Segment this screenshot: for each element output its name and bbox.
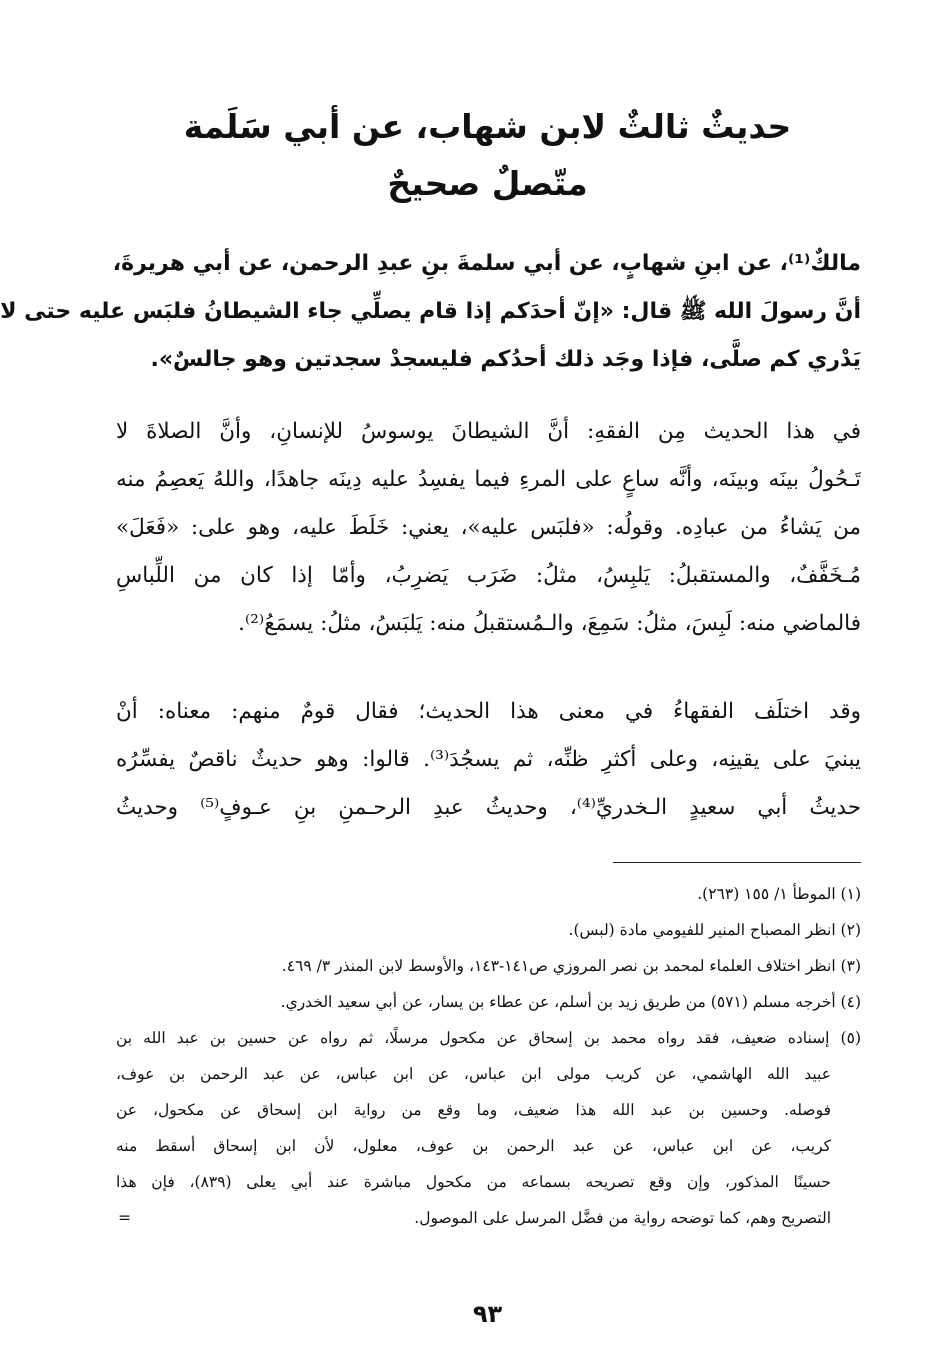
footnote-1: (١) الموطأ ١/ ١٥٥ (٢٦٣). bbox=[697, 885, 861, 903]
footnote-5-line: عبيد الله الهاشمي، عن كريب مولى ابن عباس، عن ابن عباس، عن عبد الرحمن بن عوف، bbox=[116, 1065, 831, 1083]
hadith-line: مالكٌ⁽¹⁾، عن ابنِ شهابٍ، عن أبي سلمةَ بنِ عبدِ الرحمن، عن أبي هريرةَ، bbox=[112, 251, 861, 276]
footnote-3: (٣) انظر اختلاف العلماء لمحمد بن نصر المروزي ص١٤١-١٤٣، والأوسط لابن المنذر ٣/ ٤٦٩. bbox=[281, 957, 861, 975]
hadith-text bbox=[0, 240, 861, 384]
hadith-line: أنَّ رسولَ الله ﷺ قال: «إنّ أحدَكم إذا قام يصلِّي جاء الشيطانُ فلبَس عليه حتى لا bbox=[0, 299, 861, 324]
footnote-separator bbox=[613, 862, 861, 863]
footnote-5-line: التصريح وهم، كما توضحه رواية من فضَّل المرسل على الموصول. bbox=[414, 1209, 831, 1227]
footnote-2: (٢) انظر المصباح المنير للفيومي مادة (لبس). bbox=[568, 921, 861, 939]
commentary-paragraph-2 bbox=[116, 688, 861, 832]
footnote-5-line: (٥) إسناده ضعيف، فقد رواه محمد بن إسحاق عن مكحول مرسلًا، ثم رواه عن حسين بن عبد الله بن bbox=[116, 1029, 861, 1047]
paragraph-line: حديثُ أبي سعيدٍ الـخدريِّ⁽⁴⁾، وحديثُ عبدِ الرحـمنِ بنِ عـوفٍ⁽⁵⁾ وحديثُ bbox=[116, 795, 861, 820]
paragraph-line: من يَشاءُ من عبادِه. وقولُه: «فلبَس عليه»، يعني: خَلَطَ عليه، وهو على: «فَعَلَ» bbox=[116, 515, 861, 540]
footnote-5-line: حسينًا المذكور، وإن وقع تصريحه بسماعه من مكحول مباشرة عند أبي يعلى (٨٣٩)، فإن هذا bbox=[116, 1173, 831, 1191]
page-number: ٩٣ bbox=[472, 1300, 503, 1328]
footnote-5-line: كريب، عن ابن عباس، عن عبد الرحمن بن عوف، معلول، لأن ابن إسحاق أسقط منه bbox=[116, 1137, 831, 1155]
footnote-5-line: فوصله. وحسين بن عبد الله هذا ضعيف، وما وقع من رواية ابن إسحاق عن مكحول، عن bbox=[116, 1101, 831, 1119]
commentary-paragraph-1 bbox=[116, 408, 861, 648]
paragraph-line: وقد اختلَف الفقهاءُ في معنى هذا الحديث؛ فقال قومٌ منهم: معناه: أنْ bbox=[116, 699, 861, 724]
footnote-5-last-line bbox=[116, 1200, 861, 1236]
paragraph-line: يبنيَ على يقينِه، وعلى أكثرِ ظنِّه، ثم يسجُدَ⁽³⁾. قالوا: وهو حديثٌ ناقصٌ يفسِّرُه bbox=[116, 747, 861, 772]
paragraph-line: فالماضي منه: لَبِسَ، مثلُ: سَمِعَ، والـمُستقبلُ منه: يَلبَسُ، مثلُ: يسمَعُ⁽²⁾. bbox=[238, 611, 861, 636]
paragraph-line: في هذا الحديث مِن الفقهِ: أنَّ الشيطانَ يوسوسُ للإنسانِ، وأنَّ الصلاةَ لا bbox=[116, 419, 861, 444]
chapter-title: حديثٌ ثالثٌ لابن شهاب، عن أبي سَلَمة bbox=[183, 107, 792, 146]
footnotes bbox=[116, 876, 861, 1236]
hadith-line: يَدْري كم صلَّى، فإذا وجَد ذلك أحدُكم فليسجدْ سجدتين وهو جالسٌ». bbox=[150, 347, 861, 372]
paragraph-line: تَـحُولُ بينَه وبينَه، وأنَّه ساعٍ على المرءِ فيما يفسِدُ عليه دِينَه جاهدًا، واللهُ يَعصِمُ منه bbox=[116, 467, 861, 492]
chapter-subtitle: متّصلٌ صحيحٌ bbox=[387, 164, 588, 203]
paragraph-line: مُـخَفَّفٌ، والمستقبلُ: يَلبِسُ، مثلُ: ضَرَب يَضرِبُ، وأمّا إذا كان من اللِّباسِ bbox=[116, 563, 861, 588]
continuation-mark: = bbox=[118, 1209, 131, 1227]
footnote-4: (٤) أخرجه مسلم (٥٧١) من طريق زيد بن أسلم، عن عطاء بن يسار، عن أبي سعيد الخدري. bbox=[280, 993, 861, 1011]
